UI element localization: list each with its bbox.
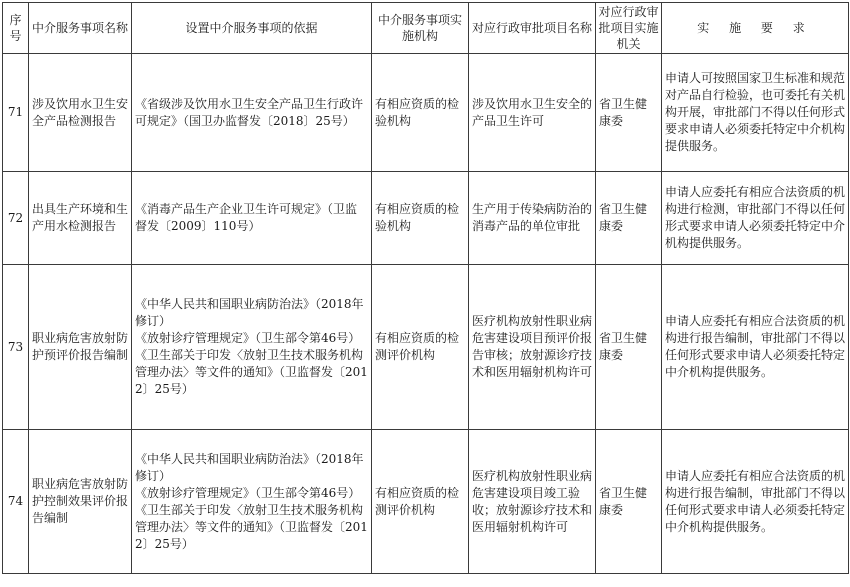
basis-line: 《中华人民共和国职业病防治法》（2018年修订）: [135, 297, 364, 328]
basis-line: 《卫生部关于印发〈放射卫生技术服务机构管理办法〉等文件的通知》（卫监督发〔2012〕25号）: [135, 348, 368, 396]
cell-agency: 有相应资质的检测评价机构: [372, 430, 469, 574]
cell-approval-agency: 省卫生健康委: [596, 265, 662, 430]
cell-approval-agency: 省卫生健康委: [596, 430, 662, 574]
intermediary-services-table: [2, 2, 849, 574]
basis-line: 《放射诊疗管理规定》（卫生部令第46号）: [135, 485, 361, 500]
cell-approval-agency: 省卫生健康委: [596, 172, 662, 265]
header-requirement: 实 施 要 求: [662, 3, 849, 54]
cell-approval: 涉及饮用水卫生安全的产品卫生许可: [469, 54, 596, 172]
table-header-row: [3, 3, 849, 54]
cell-approval: 医疗机构放射性职业病危害建设项目竣工验收；放射源诊疗技术和医用辐射机构许可: [469, 430, 596, 574]
header-basis: 设置中介服务事项的依据: [132, 3, 372, 54]
cell-no: 72: [3, 172, 29, 265]
header-approval: 对应行政审批项目名称: [469, 3, 596, 54]
table-row: [3, 172, 849, 265]
header-agency: 中介服务事项实施机构: [372, 3, 469, 54]
basis-line: 《卫生部关于印发〈放射卫生技术服务机构管理办法〉等文件的通知》（卫监督发〔2012〕25号）: [135, 502, 368, 551]
header-no: 序号: [3, 3, 29, 54]
cell-agency: 有相应资质的检验机构: [372, 172, 469, 265]
cell-no: 73: [3, 265, 29, 430]
cell-agency: 有相应资质的检测评价机构: [372, 265, 469, 430]
table-row: [3, 430, 849, 574]
cell-requirement: 申请人可按照国家卫生标准和规范对产品自行检验，也可委托有关机构开展，审批部门不得以任何形式要求申请人必须委托特定中介机构提供服务。: [662, 54, 849, 172]
basis-line: 《省级涉及饮用水卫生安全产品卫生行政许可规定》（国卫办监督发〔2018〕25号）: [135, 96, 364, 128]
basis-line: 《中华人民共和国职业病防治法》（2018年修订）: [135, 451, 364, 483]
cell-name: 出具生产环境和生产用水检测报告: [29, 172, 132, 265]
table-row: [3, 54, 849, 172]
cell-no: 71: [3, 54, 29, 172]
cell-basis: [132, 430, 372, 574]
cell-name: 职业病危害放射防护控制效果评价报告编制: [29, 430, 132, 574]
table-row: [3, 265, 849, 430]
cell-no: 74: [3, 430, 29, 574]
header-approval-agency: 对应行政审批项目实施机关: [596, 3, 662, 54]
cell-approval: 生产用于传染病防治的消毒产品的单位审批: [469, 172, 596, 265]
cell-agency: 有相应资质的检验机构: [372, 54, 469, 172]
cell-name: 职业病危害放射防护预评价报告编制: [29, 265, 132, 430]
cell-basis: [132, 54, 372, 172]
cell-requirement: 申请人应委托有相应合法资质的机构进行报告编制，审批部门不得以任何形式要求申请人必须委托特定中介机构提供服务。: [662, 430, 849, 574]
cell-basis: [132, 172, 372, 265]
cell-name: 涉及饮用水卫生安全产品检测报告: [29, 54, 132, 172]
cell-approval: 医疗机构放射性职业病危害建设项目预评价报告审核；放射源诊疗技术和医用辐射机构许可: [469, 265, 596, 430]
basis-line: 《放射诊疗管理规定》（卫生部令第46号）: [135, 331, 361, 345]
cell-approval-agency: 省卫生健康委: [596, 54, 662, 172]
cell-requirement: 申请人应委托有相应合法资质的机构进行检测，审批部门不得以任何形式要求申请人必须委托特定中介机构提供服务。: [662, 172, 849, 265]
cell-basis: [132, 265, 372, 430]
basis-line: 《消毒产品生产企业卫生许可规定》（卫监督发〔2009〕110号）: [135, 202, 358, 233]
header-name: 中介服务事项名称: [29, 3, 132, 54]
cell-requirement: 申请人应委托有相应合法资质的机构进行报告编制，审批部门不得以任何形式要求申请人必须委托特定中介机构提供服务。: [662, 265, 849, 430]
